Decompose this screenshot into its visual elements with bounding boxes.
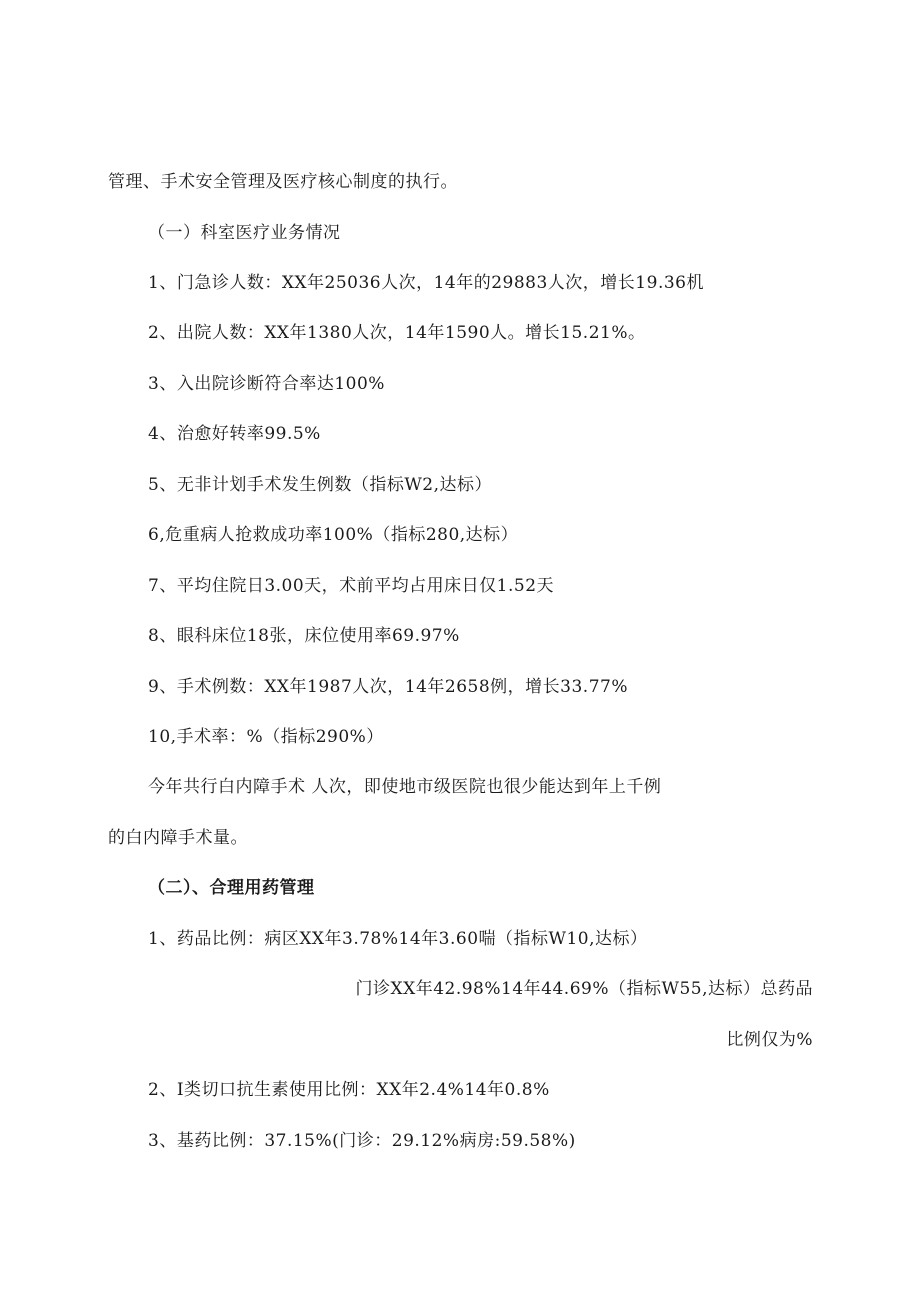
- list-item-discharge: 2、出院人数：XX年1380人次，14年1590人。增长15.21%。: [148, 323, 646, 343]
- list-item-surgery-count: 9、手术例数：XX年1987人次，14年2658例，增长33.77%: [148, 677, 629, 697]
- list-item-rescue-rate: 6,危重病人抢救成功率100%（指标280,达标）: [148, 525, 519, 545]
- list-item-beds: 8、眼科床位18张，床位使用率69.97%: [148, 626, 460, 646]
- list-item-drug-ratio-total: 比例仅为%: [726, 1030, 813, 1050]
- list-item-surgery-rate: 10,手术率：%（指标290%）: [148, 727, 384, 747]
- paragraph-continuation: 管理、手术安全管理及医疗核心制度的执行。: [108, 172, 458, 192]
- list-item-unplanned-surgery: 5、无非计划手术发生例数（指标W2,达标）: [148, 475, 493, 495]
- list-item-drug-ratio-outpatient: 门诊XX年42.98%14年44.69%（指标W55,达标）总药品: [355, 979, 813, 999]
- list-item-drug-ratio: 1、药品比例：病区XX年3.78%14年3.60喘（指标W10,达标）: [148, 929, 648, 949]
- paragraph-cataract-continuation: 的白内障手术量。: [108, 828, 248, 848]
- paragraph-cataract: 今年共行白内障手术 人次，即使地市级医院也很少能达到年上千例: [148, 777, 662, 797]
- list-item-diagnosis-rate: 3、入出院诊断符合率达100%: [148, 374, 385, 394]
- list-item-hospital-stay: 7、平均住院日3.00天，术前平均占用床日仅1.52天: [148, 576, 555, 596]
- list-item-cure-rate: 4、治愈好转率99.5%: [148, 424, 321, 444]
- section-heading-medical-business: （一）科室医疗业务情况: [148, 223, 341, 243]
- list-item-essential-drug-ratio: 3、基药比例：37.15%(门诊：29.12%病房:59.58%): [148, 1131, 576, 1151]
- section-heading-rational-drug-use: （二）、合理用药管理: [148, 878, 315, 898]
- list-item-antibiotic-ratio: 2、I类切口抗生素使用比例：XX年2.4%14年0.8%: [148, 1080, 550, 1100]
- list-item-outpatient: 1、门急诊人数：XX年25036人次，14年的29883人次，增长19.36机: [148, 273, 704, 293]
